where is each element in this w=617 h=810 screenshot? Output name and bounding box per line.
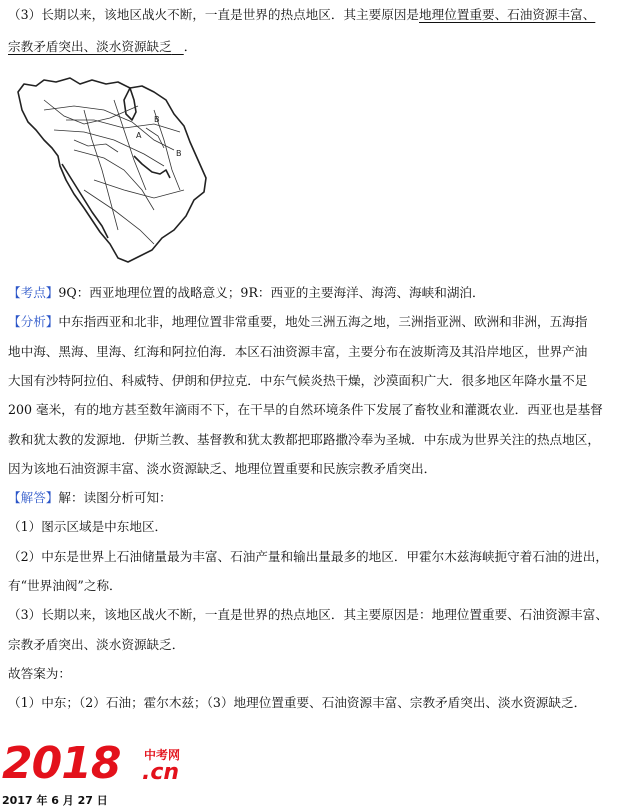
jieda-line-3: 有“世界油阀”之称． [8,578,122,593]
watermark-site-name: 中考网 [144,748,181,762]
fenxi-line-6: 因为该地石油资源丰富、淡水资源缺乏、地理位置重要和民族宗教矛盾突出． [8,461,437,476]
jieda-line-intro [8,489,172,507]
kaodian-text: 9Q：西亚地理位置的战略意义；9R：西亚的主要海洋、海湾、海峡和湖泊． [58,285,485,300]
question-3-line-1 [8,6,595,24]
question-3-prefix: （3）长期以来，该地区战火不断，一直是世界的热点地区．其主要原因是 [8,7,420,22]
middle-east-map [14,70,214,270]
watermark-date: 2017 年 6 月 27 日 [2,794,108,807]
jieda-line-2: （2）中东是世界上石油储量最为丰富、石油产量和输出量最多的地区．甲霍尔木兹海峡扼守着石油的进出， [8,549,608,564]
jieda-intro: 解：读图分析可知： [58,490,172,505]
fenxi-line-4: 200 毫米，有的地方甚至数年滴雨不下，在干旱的自然环境条件下发展了畜牧业和灌溉农业．西亚也是基督 [8,402,603,417]
map-label-1: B [154,115,160,124]
fenxi-text-1: 中东指西亚和北非，地理位置非常重要，地处三洲五海之地，三洲指亚洲、欧洲和非洲，五海指 [58,314,588,329]
jieda-line-5: 宗教矛盾突出、淡水资源缺乏． [8,637,185,652]
fenxi-line-2: 地中海、黑海、里海、红海和阿拉伯海．本区石油资源丰富，主要分布在波斯湾及其沿岸地区，世界产油 [8,344,588,359]
fenxi-line-5: 教和犹太教的发源地．伊斯兰教、基督教和犹太教都把耶路撒冷奉为圣城．中东成为世界关注的热点地区， [8,432,600,447]
kaodian-line [8,284,485,302]
question-3-answer-part-1: 地理位置重要、石油资源丰富、 [419,7,596,22]
persian-gulf [134,156,170,178]
fenxi-tag: 【分析】 [8,314,59,329]
question-3-line-2 [8,38,196,56]
watermark-logo [2,740,202,810]
jieda-line-7: （1）中东；（2）石油；霍尔木兹；（3）地理位置重要、石油资源丰富、宗教矛盾突出、淡水资源缺乏． [8,695,587,710]
watermark-year: 2018 [2,738,121,789]
watermark-domain: .cn [142,760,180,785]
question-3-suffix: ． [183,39,197,54]
caspian-sea [124,88,136,120]
jieda-line-6: 故答案为： [8,666,71,681]
jieda-tag: 【解答】 [8,490,59,505]
question-3-answer-part-2: 宗教矛盾突出、淡水资源缺乏 [8,39,172,54]
jieda-line-1: （1）图示区域是中东地区． [8,519,168,534]
map-outline [18,78,206,262]
map-label-2: A [136,131,142,140]
fenxi-line-3: 大国有沙特阿拉伯、科威特、伊朗和伊拉克．中东气候炎热干燥，沙漠面积广大．很多地区年降水量不足 [8,373,588,388]
fenxi-line-1 [8,313,587,331]
kaodian-tag: 【考点】 [8,285,59,300]
jieda-line-4: （3）长期以来，该地区战火不断，一直是世界的热点地区．其主要原因是：地理位置重要、石油资源丰富、 [8,607,608,622]
map-label-3: B [176,149,182,158]
